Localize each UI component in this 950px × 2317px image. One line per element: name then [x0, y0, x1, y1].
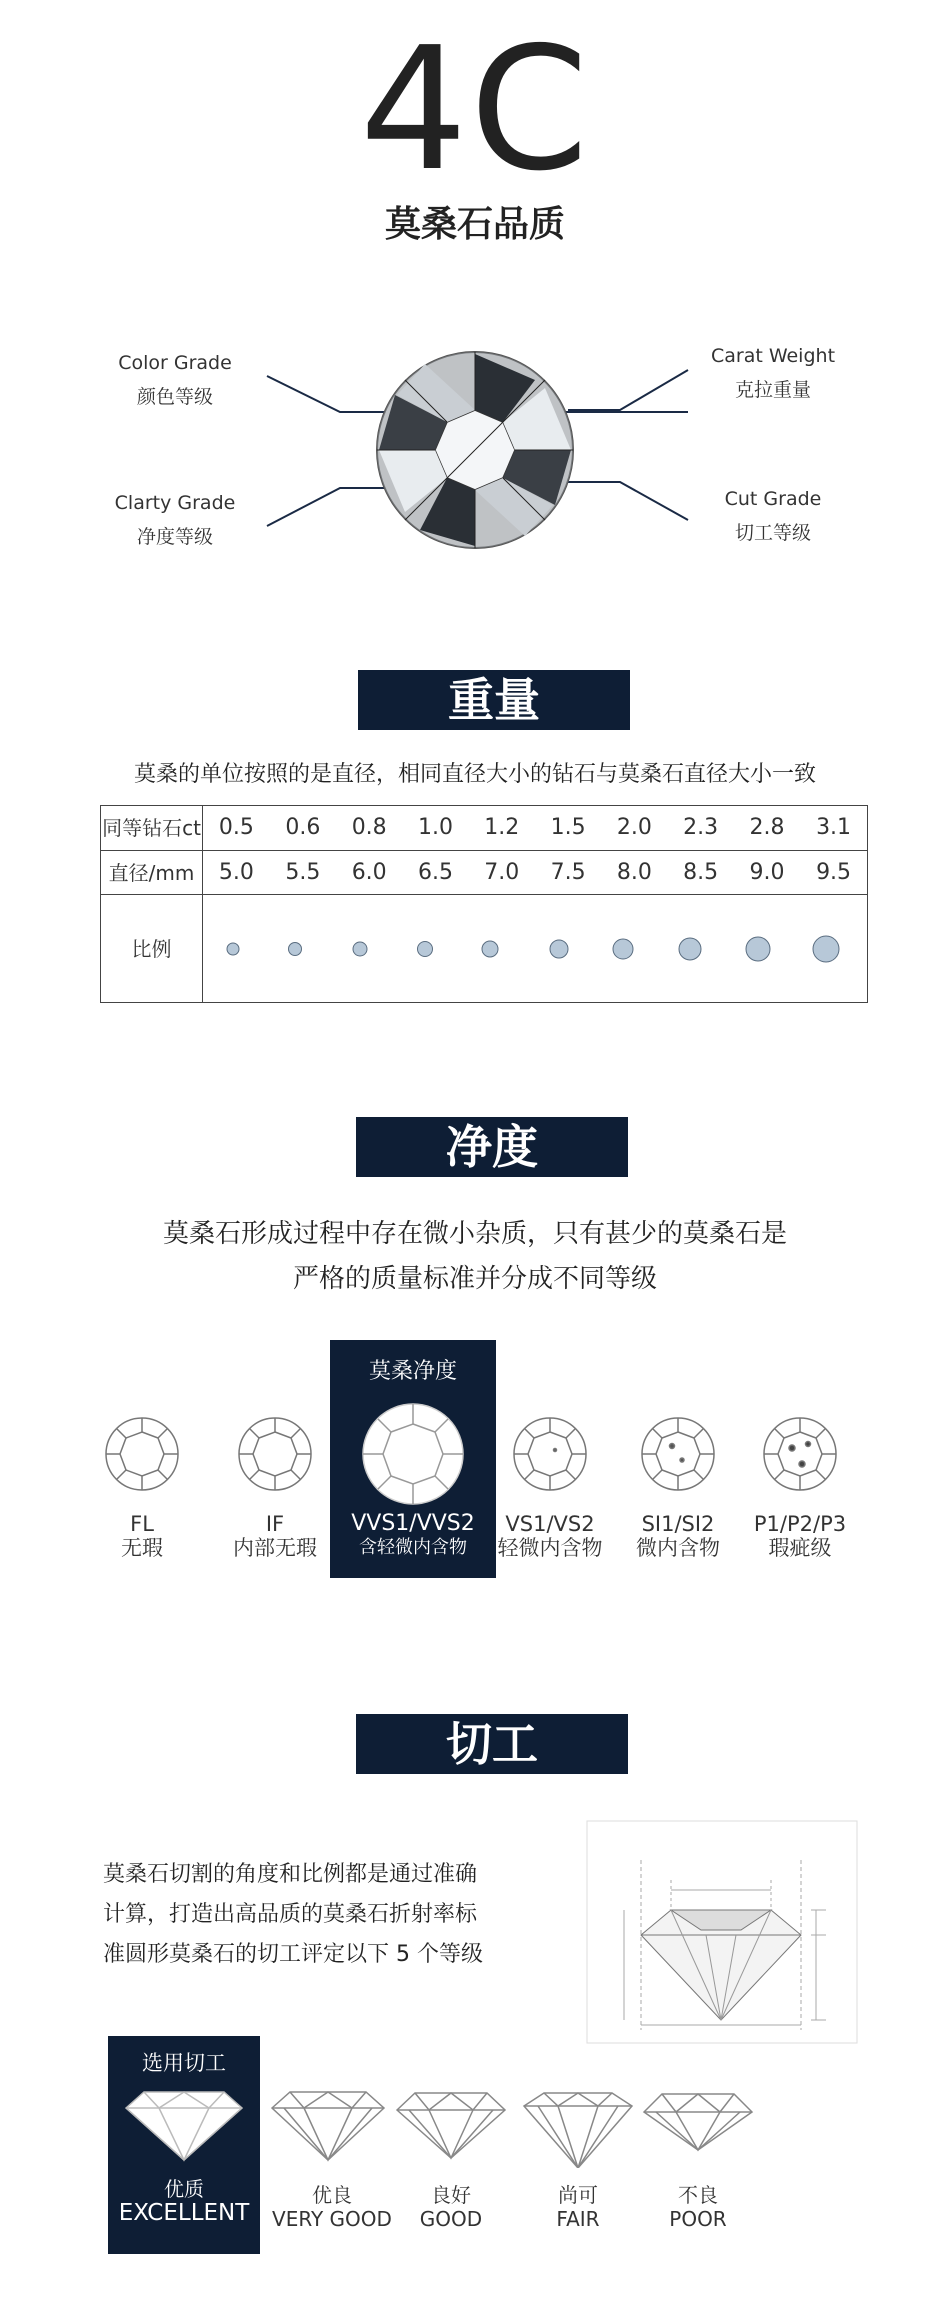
cut-gems — [108, 2078, 758, 2168]
clarity-grade-en: FL — [130, 1512, 154, 1536]
clarity-description-2: 严格的质量标准并分成不同等级 — [292, 1264, 657, 1294]
cut-grade-en: EXCELLENT — [118, 2200, 250, 2226]
mm-cell: 5.0 — [203, 850, 270, 895]
color-grade-en: Color Grade — [118, 352, 232, 374]
table-row-ct — [101, 806, 868, 851]
cut-highlight-title: 选用切工 — [142, 2051, 226, 2075]
clarity-grade-en: SI1/SI2 — [641, 1512, 715, 1536]
cut-grade-label — [688, 488, 858, 545]
clarity-description-1: 莫桑石形成过程中存在微小杂质，只有甚少的莫桑石是 — [162, 1219, 787, 1249]
clarity-grade-cn: 轻微内含物 — [497, 1536, 603, 1560]
clarity-grade-fl — [77, 1512, 207, 1560]
cut-grade-en: FAIR — [556, 2207, 600, 2231]
carat-weight-cn: 克拉重量 — [734, 379, 811, 401]
cut-grade-en: VERY GOOD — [272, 2207, 392, 2231]
weight-banner: 重量 — [358, 670, 630, 730]
page-subtitle: 莫桑石品质 — [384, 204, 565, 245]
cut-grade-en: Cut Grade — [724, 488, 822, 510]
mm-cell: 9.5 — [800, 850, 867, 895]
clarity-grade-en: P1/P2/P3 — [753, 1512, 847, 1536]
ct-cell: 0.8 — [336, 806, 402, 851]
cut-grade-cn: 优良 — [312, 2183, 352, 2207]
ct-cell: 1.5 — [535, 806, 601, 851]
weight-table — [100, 805, 868, 1003]
mm-cell: 8.5 — [668, 850, 734, 895]
mm-cell: 7.0 — [469, 850, 535, 895]
clarity-grade-en: VVS1/VVS2 — [351, 1511, 475, 1536]
carat-weight-en: Carat Weight — [710, 345, 836, 367]
color-grade-cn: 颜色等级 — [136, 386, 213, 408]
clarity-grade-si — [613, 1512, 743, 1560]
clarity-grade-cn: 瑕疵级 — [768, 1536, 832, 1560]
ct-cell: 3.1 — [800, 806, 867, 851]
diamond-icon — [375, 350, 575, 550]
table-row-mm — [101, 850, 868, 895]
ratio-cell — [203, 895, 868, 1003]
cut-banner: 切工 — [356, 1714, 628, 1774]
clarity-grade-en: IF — [265, 1512, 285, 1536]
row-label-mm: 直径/mm — [101, 850, 203, 895]
clarity-grade-cn: 无瑕 — [121, 1536, 163, 1560]
ct-cell: 1.2 — [469, 806, 535, 851]
cut-grade-en: POOR — [669, 2207, 727, 2231]
cut-grade-good — [386, 2183, 516, 2231]
clarity-grade-vvs — [333, 1512, 493, 1560]
clarity-gems — [0, 1390, 950, 1510]
table-row-ratio — [101, 895, 868, 1003]
mm-cell: 9.0 — [734, 850, 800, 895]
row-label-ratio: 比例 — [101, 895, 203, 1003]
clarity-grade-vs — [485, 1512, 615, 1560]
clarity-grade-label — [90, 492, 260, 549]
mm-cell: 5.5 — [270, 850, 336, 895]
clarity-grade-cn: 内部无瑕 — [233, 1536, 317, 1560]
cut-grade-cn: 切工等级 — [734, 522, 811, 544]
clarity-grade-cn: 含轻微内含物 — [359, 1537, 467, 1558]
cut-description-1: 莫桑石切割的角度和比例都是通过准确 — [103, 1862, 478, 1887]
clarity-grade-en: VS1/VS2 — [505, 1512, 595, 1536]
cut-grade-en: GOOD — [419, 2207, 483, 2231]
cut-grade-cn: 尚可 — [558, 2183, 598, 2207]
cut-grade-very-good — [262, 2183, 402, 2231]
mm-cell: 6.0 — [336, 850, 402, 895]
mm-cell: 6.5 — [402, 850, 468, 895]
cut-grade-excellent — [108, 2177, 260, 2225]
clarity-grade-cn: 微内含物 — [636, 1536, 720, 1560]
mm-cell: 8.0 — [601, 850, 667, 895]
weight-description: 莫桑的单位按照的是直径，相同直径大小的钻石与莫桑石直径大小一致 — [133, 762, 816, 787]
cut-grade-fair — [513, 2183, 643, 2231]
ct-cell: 0.5 — [203, 806, 270, 851]
ratio-gems — [203, 917, 867, 981]
cut-description — [103, 1855, 483, 1975]
clarity-highlight-title: 莫桑净度 — [368, 1359, 457, 1384]
color-grade-label — [90, 352, 260, 409]
cut-grade-cn: 良好 — [431, 2183, 471, 2207]
ct-cell: 2.0 — [601, 806, 667, 851]
cut-proportion-diagram — [586, 1820, 858, 2044]
cut-grade-cn: 优质 — [164, 2177, 204, 2201]
cut-description-3: 准圆形莫桑石的切工评定以下 5 个等级 — [103, 1942, 483, 1967]
clarity-grade-cn: 净度等级 — [136, 526, 213, 548]
cut-grade-cn: 不良 — [678, 2183, 718, 2207]
clarity-grade-if — [210, 1512, 340, 1560]
cut-description-2: 计算，打造出高品质的莫桑石折射率标 — [103, 1902, 478, 1927]
row-label-ct: 同等钻石ct — [101, 806, 203, 851]
ct-cell: 2.8 — [734, 806, 800, 851]
ct-cell: 0.6 — [270, 806, 336, 851]
clarity-grade-p — [735, 1512, 865, 1560]
carat-weight-label — [688, 345, 858, 402]
mm-cell: 7.5 — [535, 850, 601, 895]
ct-cell: 1.0 — [402, 806, 468, 851]
clarity-banner: 净度 — [356, 1117, 628, 1177]
cut-grade-poor — [633, 2183, 763, 2231]
ct-cell: 2.3 — [668, 806, 734, 851]
clarity-grade-en: Clarty Grade — [114, 492, 236, 514]
page-title: 4C — [359, 11, 591, 209]
